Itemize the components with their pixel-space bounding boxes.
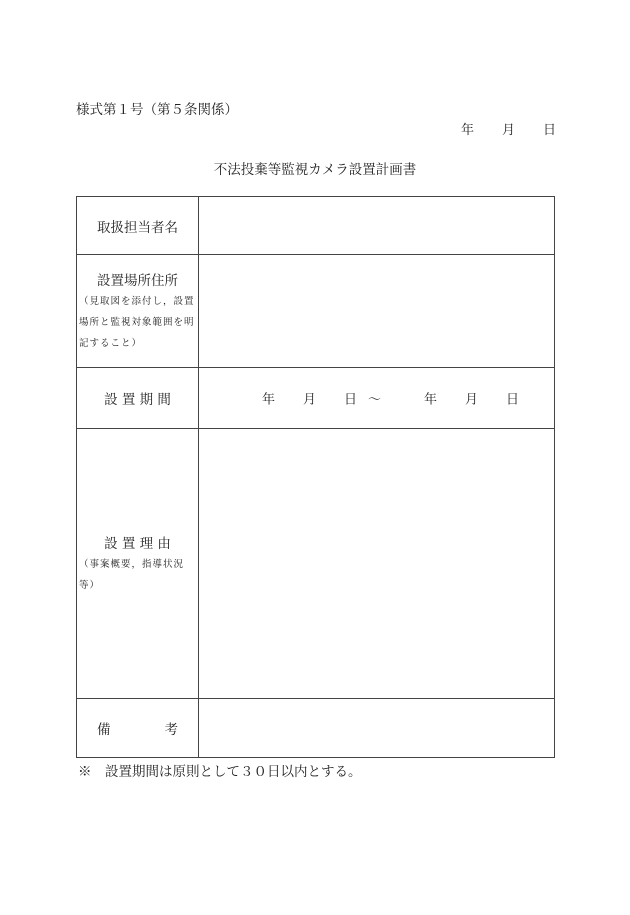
footnote: ※ 設置期間は原則として３０日以内とする。 xyxy=(78,764,362,780)
row-remarks xyxy=(77,699,555,758)
date-day: 日 xyxy=(543,123,557,138)
period-end-day: 日 xyxy=(506,392,520,408)
field-period[interactable] xyxy=(199,368,555,429)
period-end-month: 月 xyxy=(465,392,479,408)
row-reason xyxy=(77,429,555,699)
period-start-month: 月 xyxy=(303,392,317,408)
date-month: 月 xyxy=(502,123,516,138)
period-start-year: 年 xyxy=(262,392,276,408)
label-reason-note: （事案概要，指導状況等） xyxy=(79,558,185,591)
label-period: 設 置 期 間 xyxy=(77,368,199,429)
field-location[interactable] xyxy=(199,255,555,368)
label-remarks: 備 考 xyxy=(77,699,199,758)
field-person-in-charge[interactable] xyxy=(199,197,555,255)
field-remarks[interactable] xyxy=(199,699,555,758)
label-location-note: （見取図を添付し，設置場所と監視対象範囲を明記すること） xyxy=(79,295,195,349)
label-location: 設置場所住所 xyxy=(97,272,178,289)
row-period xyxy=(77,368,555,429)
row-person-in-charge xyxy=(77,197,555,255)
field-reason[interactable] xyxy=(199,429,555,699)
row-location xyxy=(77,255,555,368)
label-reason: 設 置 理 由 xyxy=(104,535,171,552)
date-year: 年 xyxy=(461,123,475,138)
period-start-day: 日 xyxy=(344,392,358,408)
form-number: 様式第１号（第５条関係） xyxy=(76,102,238,118)
period-end-year: 年 xyxy=(424,392,438,408)
label-person-in-charge: 取扱担当者名 xyxy=(77,197,199,255)
document-title: 不法投棄等監視カメラ設置計画書 xyxy=(213,162,417,178)
plan-form-table xyxy=(76,196,555,758)
period-separator: ～ xyxy=(368,392,382,408)
